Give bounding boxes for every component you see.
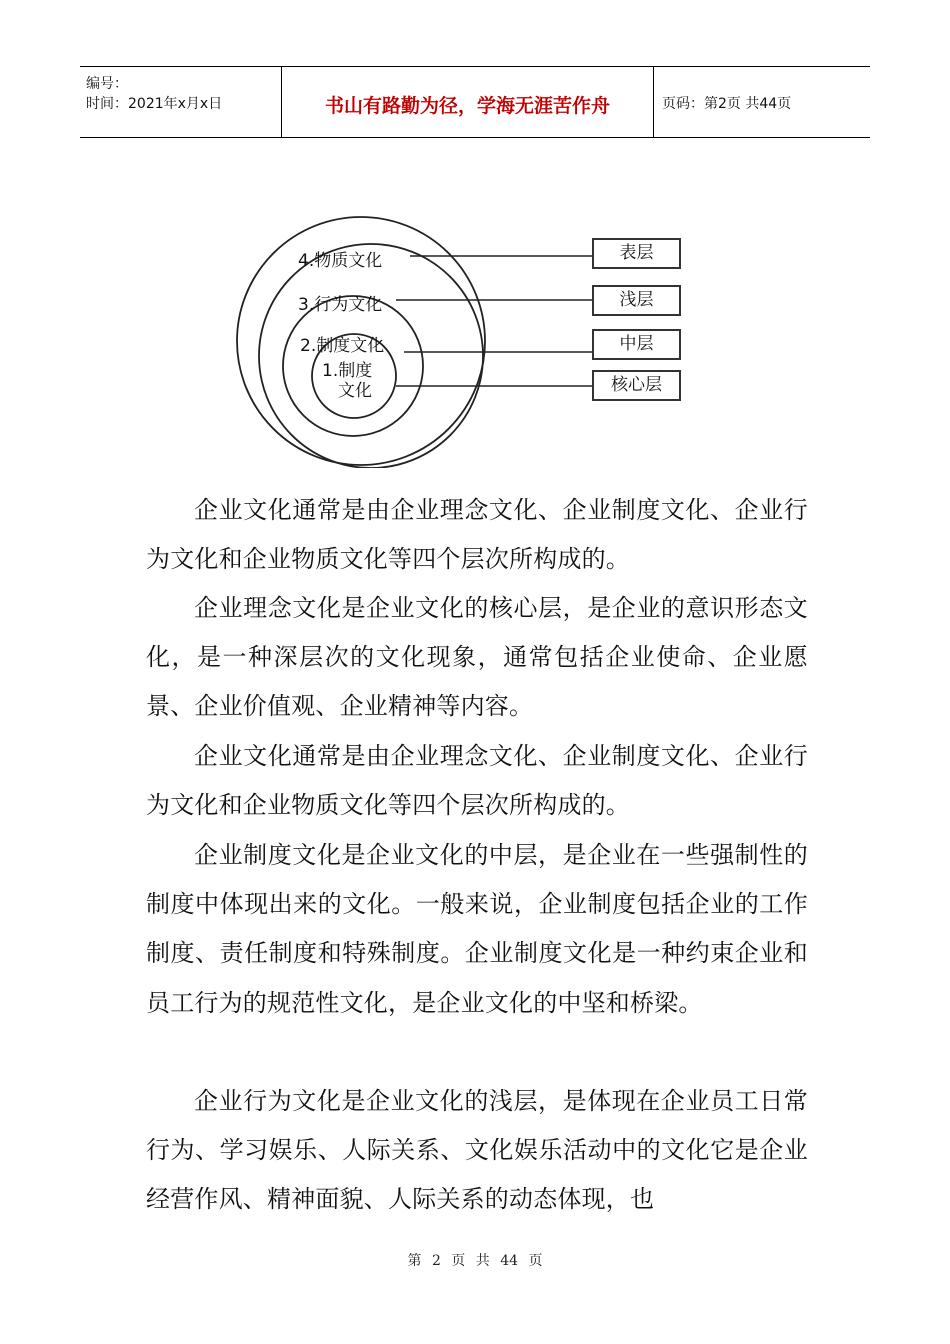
header-motto-cell	[282, 67, 654, 137]
header-page-info: 页码：第2页 共44页	[662, 96, 792, 112]
layer-box-surface: 表层	[592, 238, 681, 269]
header-meta-cell	[80, 67, 282, 137]
page-footer: 第 2 页 共 44 页	[407, 1253, 543, 1269]
layer-box-middle: 中层	[592, 329, 681, 360]
header-motto: 书山有路勤为径，学海无涯苦作舟	[324, 95, 610, 117]
document-number-label: 编号：	[86, 76, 128, 92]
header-page-cell	[654, 67, 870, 137]
ring4-label: 4.物质文化	[298, 251, 383, 271]
paragraph-2: 企业理念文化是企业文化的核心层，是企业的意识形态文化，是一种深层次的文化现象，通常包括企业使命、企业愿景、企业价值观、企业精神等内容。	[146, 594, 808, 721]
paragraph-1: 企业文化通常是由企业理念文化、企业制度文化、企业行为文化和企业物质文化等四个层次所构成的。	[146, 496, 808, 574]
paragraph-5: 企业行为文化是企业文化的浅层，是体现在企业员工日常行为、学习娱乐、人际关系、文化娱乐活动中的文化它是企业经营作风、精神面貌、人际关系的动态体现，也	[146, 1087, 808, 1214]
ring1-label-line2: 文化	[338, 381, 372, 401]
ring2-label: 2.制度文化	[300, 336, 385, 356]
layer-box-shallow: 浅层	[592, 285, 681, 316]
document-time-label: 时间：2021年x月x日	[86, 96, 223, 112]
layer-box-core: 核心层	[592, 370, 681, 401]
ring3-label: 3.行为文化	[298, 295, 383, 315]
ring1-label-line1: 1.制度	[322, 361, 373, 381]
document-header	[80, 66, 870, 138]
paragraph-3: 企业文化通常是由企业理念文化、企业制度文化、企业行为文化和企业物质文化等四个层次所构成的。	[146, 742, 808, 820]
paragraph-4: 企业制度文化是企业文化的中层，是企业在一些强制性的制度中体现出来的文化。一般来说，企业制度包括企业的工作制度、责任制度和特殊制度。企业制度文化是一种约束企业和员工行为的规范性文化，是企业文化的中坚和桥梁。	[146, 841, 808, 1017]
culture-layer-diagram	[230, 216, 700, 468]
